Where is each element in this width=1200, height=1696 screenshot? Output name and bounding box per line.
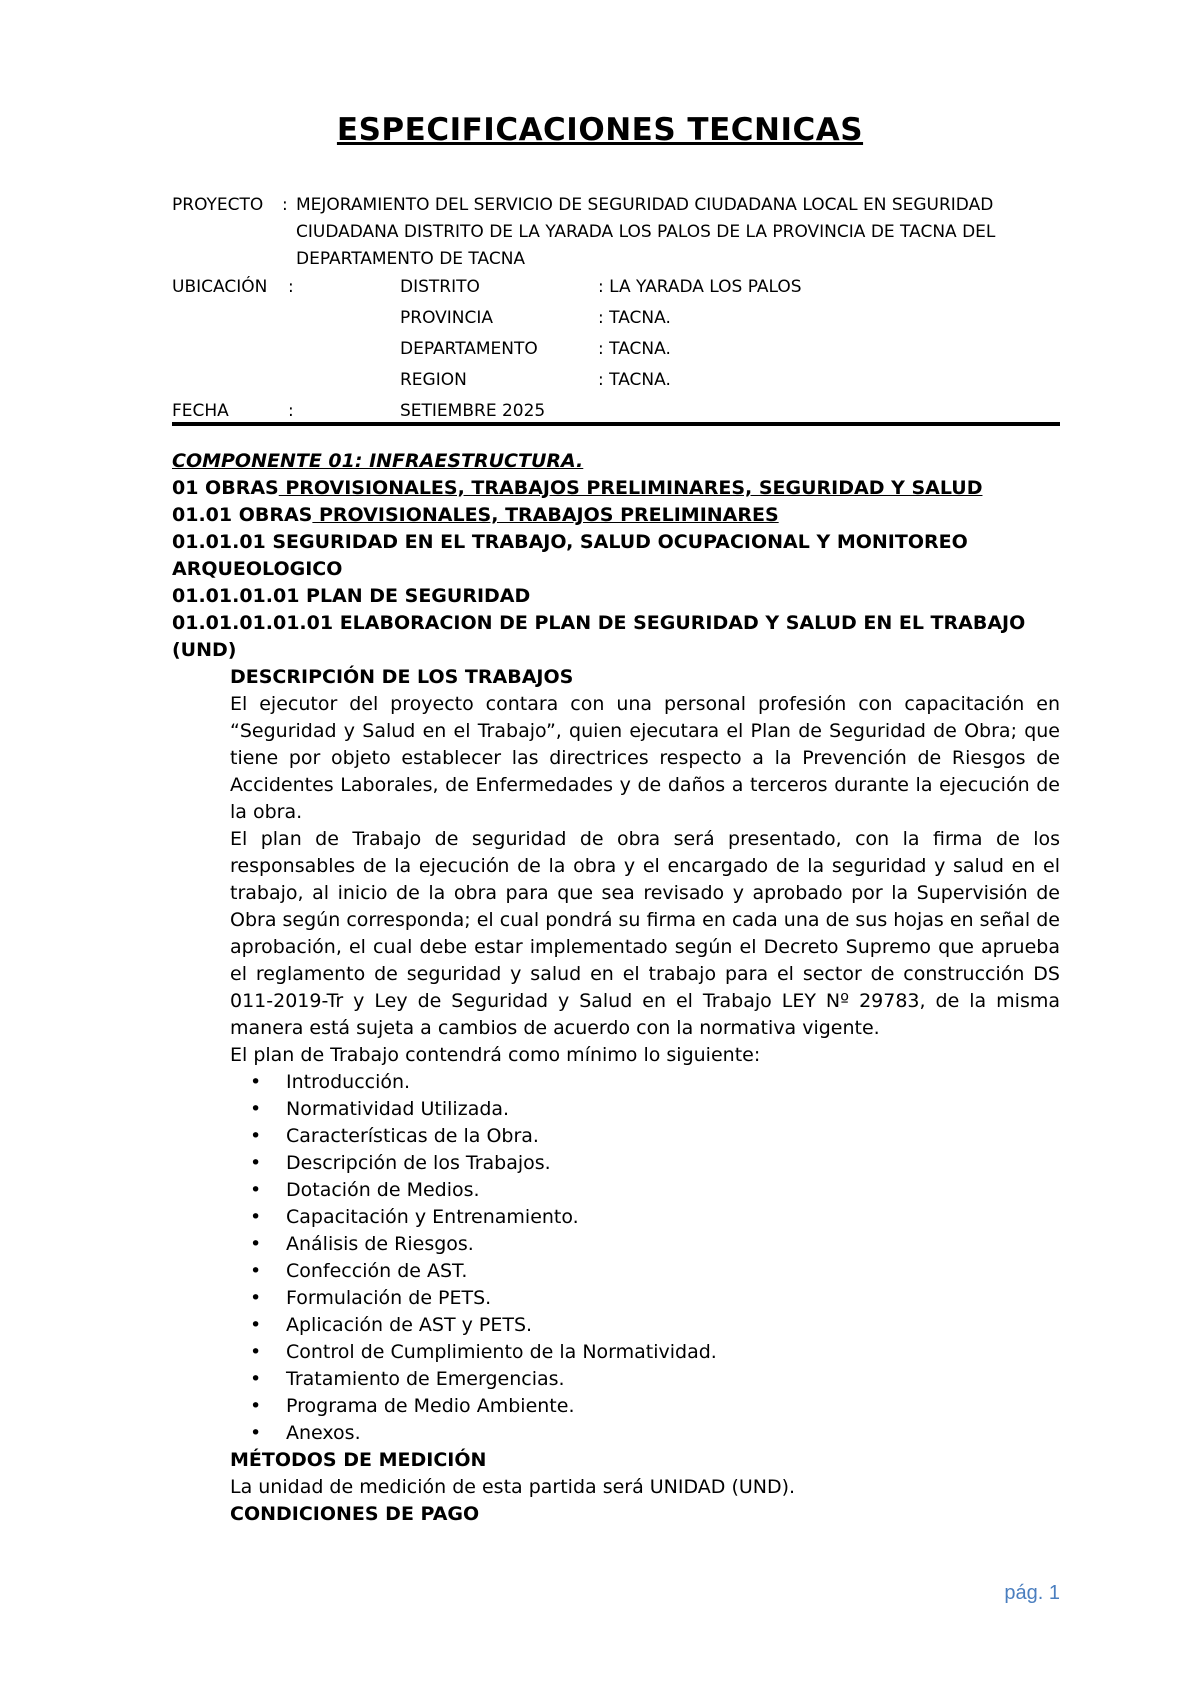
list-item: • Formulación de PETS. bbox=[230, 1285, 1060, 1312]
heading-01-01-01: 01.01.01 SEGURIDAD EN EL TRABAJO, SALUD OCUPACIONAL Y MONITOREO ARQUEOLOGICO bbox=[172, 531, 968, 580]
bullet-icon: • bbox=[250, 1233, 262, 1255]
location-label-provincia: PROVINCIA bbox=[400, 308, 494, 328]
location-label-departamento: DEPARTAMENTO bbox=[400, 339, 538, 359]
document-title: ESPECIFICACIONES TECNICAS bbox=[336, 112, 864, 148]
heading-01-01 bbox=[172, 502, 1060, 529]
bullet-icon: • bbox=[250, 1368, 262, 1390]
location-label-region: REGION bbox=[400, 370, 467, 390]
list-item: • Normatividad Utilizada. bbox=[230, 1096, 1060, 1123]
fecha-value: SETIEMBRE 2025 bbox=[400, 401, 546, 421]
list-item: • Características de la Obra. bbox=[230, 1123, 1060, 1150]
page-number: pág. 1 bbox=[1004, 1582, 1060, 1604]
list-item: • Descripción de los Trabajos. bbox=[230, 1150, 1060, 1177]
paragraph-2: El plan de Trabajo de seguridad de obra será presentado, con la firma de los responsables de la ejecución de la obra y el encargado de la seguridad y salud en el trabajo, al inicio de la obra para que sea revisado y aprobado por la Supervisión de Obra según corresponda; el cual pondrá su firma en cada una de sus hojas en señal de aprobación, el cual debe estar implementado según el Decreto Supremo que aprueba el reglamento de seguridad y salud en el trabajo para el sector de construcción DS 011-2019-Tr y Ley de Seguridad y Salud en el Trabajo LEY Nº 29783, de la misma manera está sujeta a cambios de acuerdo con la normativa vigente. bbox=[230, 828, 1060, 1039]
location-value-distrito: : LA YARADA LOS PALOS bbox=[598, 277, 802, 297]
heading-01 bbox=[172, 475, 1060, 502]
proyecto-line-1: MEJORAMIENTO DEL SERVICIO DE SEGURIDAD CIUDADANA LOCAL EN SEGURIDAD bbox=[296, 195, 994, 215]
proyecto-line-3: DEPARTAMENTO DE TACNA bbox=[296, 249, 526, 269]
bullet-icon: • bbox=[250, 1314, 262, 1336]
condiciones-heading: CONDICIONES DE PAGO bbox=[230, 1503, 480, 1525]
list-item: • Tratamiento de Emergencias. bbox=[230, 1366, 1060, 1393]
ubicacion-separator: : bbox=[288, 277, 294, 297]
heading-01-number: 01 OBRAS bbox=[172, 477, 279, 499]
bullet-icon: • bbox=[250, 1341, 262, 1363]
fecha-separator: : bbox=[288, 401, 294, 421]
section-body bbox=[230, 664, 1060, 1528]
heading-01-01-number: 01.01 OBRAS bbox=[172, 504, 313, 526]
bullet-icon: • bbox=[250, 1125, 262, 1147]
bullet-icon: • bbox=[250, 1071, 262, 1093]
proyecto-line-2: CIUDADANA DISTRITO DE LA YARADA LOS PALOS DE LA PROVINCIA DE TACNA DEL bbox=[296, 222, 996, 242]
paragraph-3: El plan de Trabajo contendrá como mínimo lo siguiente: bbox=[230, 1044, 761, 1066]
list-item: • Anexos. bbox=[230, 1420, 1060, 1447]
list-item: • Aplicación de AST y PETS. bbox=[230, 1312, 1060, 1339]
componente-heading: COMPONENTE 01: INFRAESTRUCTURA. bbox=[172, 450, 584, 472]
plan-contents-list bbox=[230, 1069, 1060, 1447]
heading-01-title: PROVISIONALES, TRABAJOS PRELIMINARES, SEGURIDAD Y SALUD bbox=[278, 477, 983, 499]
location-value-provincia: : TACNA. bbox=[598, 308, 671, 328]
descripcion-heading: DESCRIPCIÓN DE LOS TRABAJOS bbox=[230, 666, 574, 688]
bullet-icon: • bbox=[250, 1260, 262, 1282]
heading-01-01-01-01-01: 01.01.01.01.01 ELABORACION DE PLAN DE SEGURIDAD Y SALUD EN EL TRABAJO (UND) bbox=[172, 612, 1026, 661]
bullet-icon: • bbox=[250, 1287, 262, 1309]
bullet-icon: • bbox=[250, 1179, 262, 1201]
location-label-distrito: DISTRITO bbox=[400, 277, 480, 297]
location-value-region: : TACNA. bbox=[598, 370, 671, 390]
list-item: • Programa de Medio Ambiente. bbox=[230, 1393, 1060, 1420]
paragraph-1: El ejecutor del proyecto contara con una personal profesión con capacitación en “Seguridad y Salud en el Trabajo”, quien ejecutara el Plan de Seguridad de Obra; que tiene por objeto establecer las directrices respecto a la Prevención de Riesgos de Accidentes Laborales, de Enfermedades y de daños a terceros durante la ejecución de la obra. bbox=[230, 693, 1060, 823]
list-item: • Confección de AST. bbox=[230, 1258, 1060, 1285]
metodos-text: La unidad de medición de esta partida será UNIDAD (UND). bbox=[230, 1476, 796, 1498]
bullet-icon: • bbox=[250, 1152, 262, 1174]
location-value-departamento: : TACNA. bbox=[598, 339, 671, 359]
bullet-icon: • bbox=[250, 1395, 262, 1417]
metodos-heading: MÉTODOS DE MEDICIÓN bbox=[230, 1449, 487, 1471]
list-item: • Control de Cumplimiento de la Normatividad. bbox=[230, 1339, 1060, 1366]
header-divider bbox=[172, 422, 1060, 426]
fecha-label: FECHA bbox=[172, 401, 229, 421]
bullet-icon: • bbox=[250, 1098, 262, 1120]
list-item: • Introducción. bbox=[230, 1069, 1060, 1096]
bullet-icon: • bbox=[250, 1422, 262, 1444]
heading-01-01-title: PROVISIONALES, TRABAJOS PRELIMINARES bbox=[312, 504, 779, 526]
list-item: • Análisis de Riesgos. bbox=[230, 1231, 1060, 1258]
proyecto-label: PROYECTO bbox=[172, 195, 264, 215]
list-item: • Capacitación y Entrenamiento. bbox=[230, 1204, 1060, 1231]
proyecto-separator: : bbox=[282, 195, 288, 215]
ubicacion-label: UBICACIÓN bbox=[172, 277, 268, 297]
bullet-icon: • bbox=[250, 1206, 262, 1228]
section-headings bbox=[172, 448, 1060, 664]
heading-01-01-01-01: 01.01.01.01 PLAN DE SEGURIDAD bbox=[172, 585, 531, 607]
list-item: • Dotación de Medios. bbox=[230, 1177, 1060, 1204]
